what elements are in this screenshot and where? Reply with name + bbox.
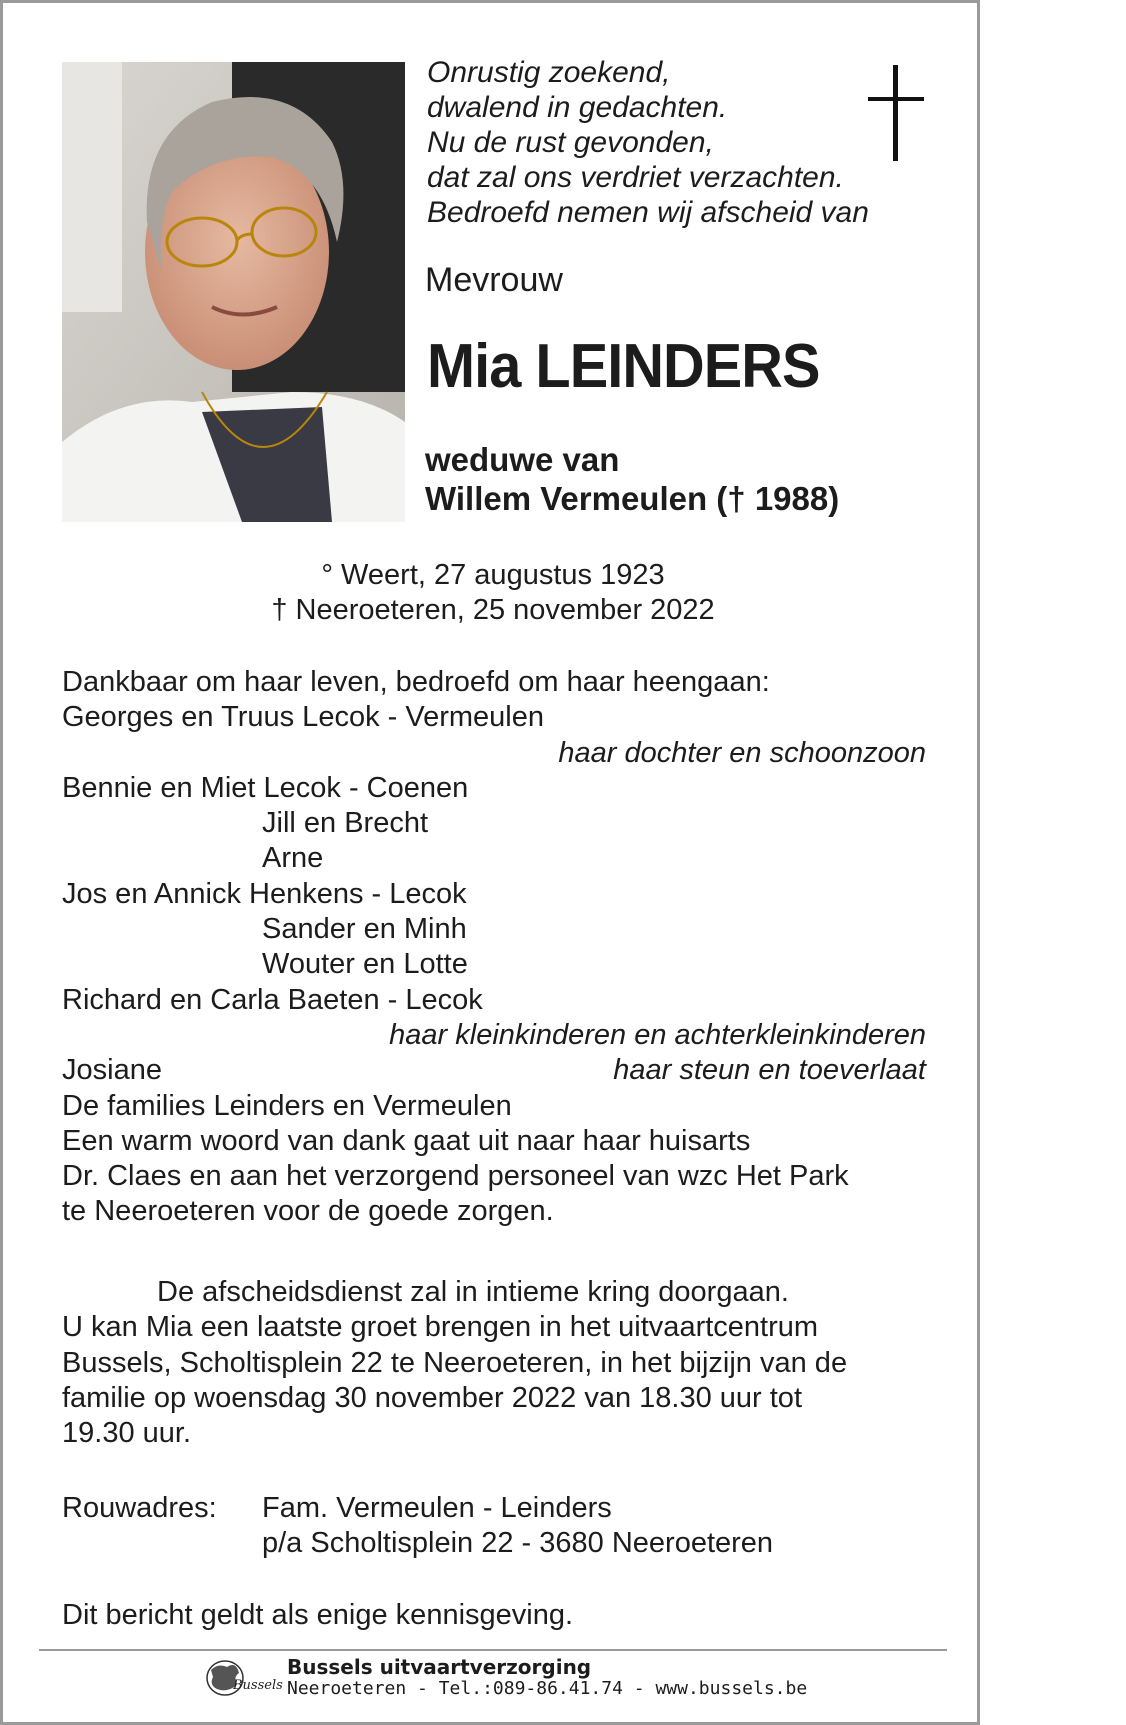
family-member: Jos en Annick Henkens - Lecok (62, 877, 467, 910)
deceased-name: Mia LEINDERS (427, 332, 820, 401)
company-contact: Neeroeteren - Tel.:089-86.41.74 - www.bussels.be (287, 1678, 808, 1699)
poem-line: Bedroefd nemen wij afscheid van (427, 196, 869, 229)
address-label: Rouwadres: (62, 1492, 217, 1524)
thanks-line: Een warm woord van dank gaat uit naar haar huisarts (62, 1124, 751, 1157)
family-role: haar kleinkinderen en achterkleinkinderen (389, 1018, 926, 1051)
grandchild: Wouter en Lotte (262, 948, 468, 981)
grandchild: Arne (262, 842, 324, 875)
service-line: U kan Mia een laatste groet brengen in het uitvaartcentrum (62, 1311, 819, 1344)
address-line: p/a Scholtisplein 22 - 3680 Neeroeteren (262, 1527, 774, 1559)
thanks-line: te Neeroeteren voor de goede zorgen. (62, 1195, 554, 1228)
address-line: Fam. Vermeulen - Leinders (262, 1492, 612, 1524)
service-line: Bussels, Scholtisplein 22 te Neeroeteren, in het bijzijn van de (62, 1346, 848, 1379)
family-member: Richard en Carla Baeten - Lecok (62, 983, 483, 1016)
poem-line: dat zal ons verdriet verzachten. (427, 161, 844, 194)
family-list (62, 665, 1126, 1230)
company-name: Bussels uitvaartverzorging (287, 1655, 592, 1679)
honorific: Mevrouw (425, 261, 563, 299)
funeral-home-logo (203, 1655, 283, 1701)
cross-icon (868, 65, 924, 161)
grandchild: Sander en Minh (262, 913, 467, 946)
family-role: haar dochter en schoonzoon (558, 736, 926, 769)
logo-text: Bussels (233, 1678, 283, 1693)
birth-date: ° Weert, 27 augustus 1923 (321, 559, 665, 591)
divider (39, 1649, 947, 1651)
poem (427, 55, 869, 230)
notice-text: Dit bericht geldt als enige kennisgeving. (62, 1599, 574, 1631)
family-role: haar steun en toeverlaat (613, 1054, 926, 1087)
footer (287, 1656, 807, 1700)
thanks-line: Dr. Claes en aan het verzorgend personeel van wzc Het Park (62, 1160, 849, 1193)
portrait-photo (62, 62, 405, 522)
poem-line: dwalend in gedachten. (427, 91, 728, 124)
service-line: 19.30 uur. (62, 1417, 191, 1450)
poem-line: Nu de rust gevonden, (427, 126, 714, 159)
service-info (62, 1275, 847, 1451)
service-line: De afscheidsdienst zal in intieme kring doorgaan. (157, 1276, 789, 1308)
families-line: De families Leinders en Vermeulen (62, 1089, 512, 1122)
poem-line: Onrustig zoekend, (427, 56, 671, 89)
family-member: Georges en Truus Lecok - Vermeulen (62, 701, 544, 734)
family-intro: Dankbaar om haar leven, bedroefd om haar heengaan: (62, 666, 770, 698)
grandchild: Jill en Brecht (262, 807, 429, 840)
family-member-row (62, 1053, 926, 1088)
spouse-name: Willem Vermeulen († 1988) (425, 480, 840, 517)
life-dates (3, 558, 983, 628)
death-date: † Neeroeteren, 25 november 2022 (271, 594, 715, 626)
family-member: Bennie en Miet Lecok - Coenen (62, 771, 469, 804)
widow-label: weduwe van (425, 441, 620, 478)
widow-of (425, 440, 839, 518)
service-line: familie op woensdag 30 november 2022 van 18.30 uur tot (62, 1381, 802, 1414)
mourning-address (62, 1491, 926, 1561)
family-member: Josiane (62, 1054, 162, 1087)
